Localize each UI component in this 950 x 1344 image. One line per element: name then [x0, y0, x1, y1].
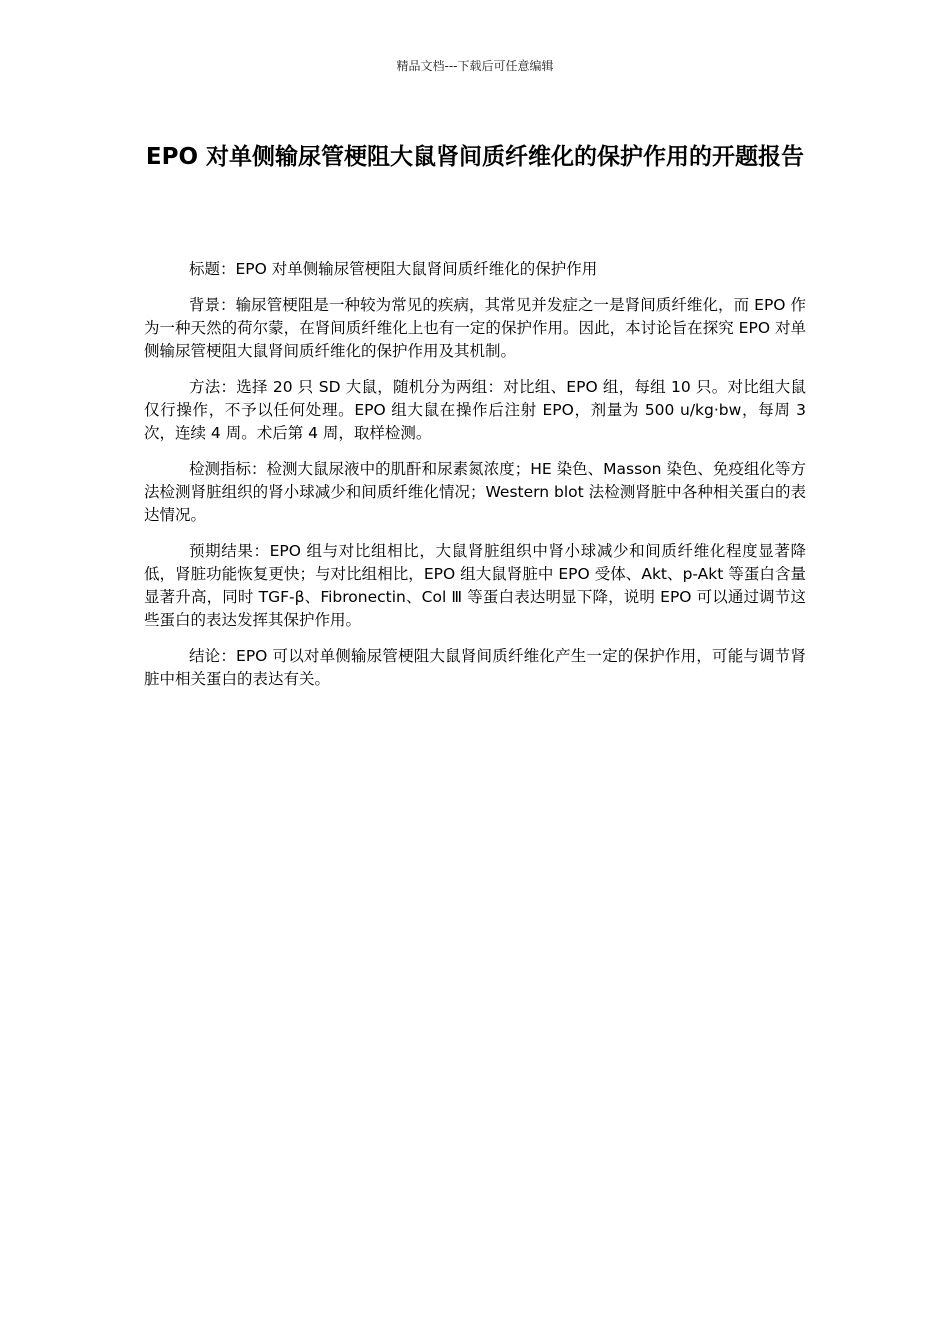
paragraph-methods: 方法：选择 20 只 SD 大鼠，随机分为两组：对比组、EPO 组，每组 10 只。对比组大鼠仅行操作，不予以任何处理。EPO 组大鼠在操作后注射 EPO，剂量为 500 u/kg·bw，每周 3 次，连续 4 周。术后第 4 周，取样检测。	[144, 378, 806, 442]
paragraph-expected-results: 预期结果：EPO 组与对比组相比，大鼠肾脏组织中肾小球减少和间质纤维化程度显著降低，肾脏功能恢复更快；与对比组相比，EPO 组大鼠肾脏中 EPO 受体、Akt、p-Akt 等蛋白含量显著升高，同时 TGF-β、Fibronectin、Col Ⅲ 等蛋白表达明显下降，说明 EPO 可以通过调节这些蛋白的表达发挥其保护作用。	[144, 542, 806, 629]
document-title: EPO 对单侧输尿管梗阻大鼠肾间质纤维化的保护作用的开题报告	[145, 144, 805, 170]
header-note: 精品文档---下载后可任意编辑	[396, 59, 554, 73]
paragraph-conclusion: 结论：EPO 可以对单侧输尿管梗阻大鼠肾间质纤维化产生一定的保护作用，可能与调节肾脏中相关蛋白的表达有关。	[144, 647, 806, 688]
paragraph-indicators: 检测指标：检测大鼠尿液中的肌酐和尿素氮浓度；HE 染色、Masson 染色、免疫组化等方法检测肾脏组织的肾小球减少和间质纤维化情况；Western blot 法检测肾脏中各种相关蛋白的表达情况。	[144, 460, 806, 524]
document-body	[144, 258, 806, 704]
paragraph-title-line: 标题：EPO 对单侧输尿管梗阻大鼠肾间质纤维化的保护作用	[188, 260, 598, 278]
paragraph-background: 背景：输尿管梗阻是一种较为常见的疾病，其常见并发症之一是肾间质纤维化，而 EPO 作为一种天然的荷尔蒙，在肾间质纤维化上也有一定的保护作用。因此，本讨论旨在探究 EPO 对单侧输尿管梗阻大鼠肾间质纤维化的保护作用及其机制。	[144, 296, 806, 360]
